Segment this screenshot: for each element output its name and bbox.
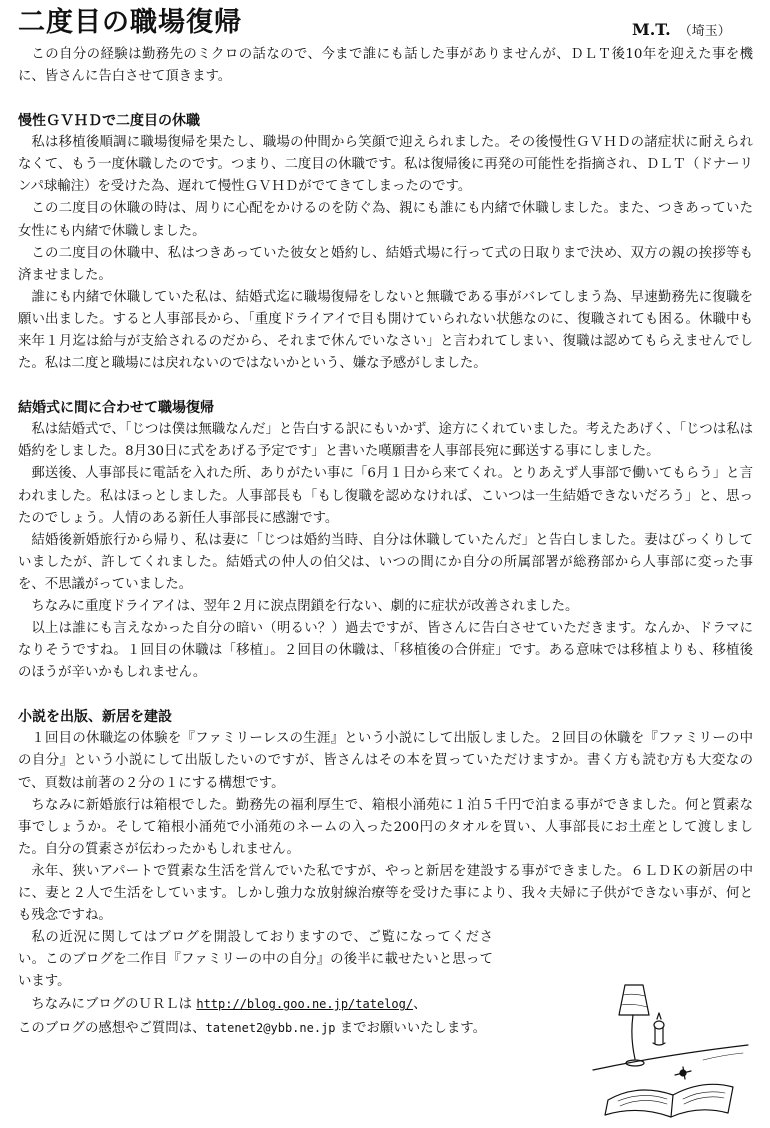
author-initials: M.T. (632, 20, 671, 39)
blog-prefix: ちなみにブログのＵＲＬは (31, 997, 197, 1013)
contact-line (18, 1017, 493, 1040)
section-heading: 小説を出版、新居を建設 (18, 709, 172, 726)
paragraph: 誰にも内緒で休職していた私は、結婚式迄に職場復帰をしないと無職である事がバレてしまう為、早速勤務先に復職を願い出ました。すると人事部長から、「重度ドライアイで目も開けていられない状態なのに、復職されても困る。休職中も来年１月迄は給与が支給されるのだから、それまで休んでいなさい」と言われてしまい、復職は認めてもらえませんでした。私は二度と職場には戻れないのではないかという、嫌な予感がしました。 (18, 289, 753, 372)
paragraph: 結婚後新婚旅行から帰り、私は妻に「じつは婚約当時、自分は休職していたんだ」と告白しました。妻はびっくりしていましたが、許してくれました。結婚式の仲人の伯父は、いつの間にか自分の所属部署が総務部から人事部に変った事を、不思議がっていました。 (18, 532, 753, 592)
section-wedding-return (18, 397, 753, 684)
contact-email: tatenet2@ybb.ne.jp (205, 1020, 336, 1035)
paragraph: この二度目の休職の時は、周りに心配をかけるのを防ぐ為、親にも誰にも内緒で休職しました。また、つきあっていた女性にも内緒で休職しました。 (18, 201, 753, 239)
author-byline (632, 20, 731, 39)
section-gvhd-leave (18, 110, 753, 375)
article-body (18, 44, 753, 1040)
author-prefecture: （埼玉） (678, 24, 731, 39)
paragraph: 郵送後、人事部長に電話を入れた所、ありがたい事に「6月１日から来てくれ。とりあえず人事部で働いてもらう」と言われました。私はほっとしました。人事部長も「もし復職を認めなければ、こいつは一生結婚できないだろう」と、思ったのでしょう。人情のある新任人事部長に感謝です。 (18, 466, 753, 526)
paragraph: 永年、狭いアパートで質素な生活を営んでいた私ですが、やっと新居を建設する事ができました。６ＬＤＫの新居の中に、妻と２人で生活をしています。しかし強力な放射線治療等を受けた事により、我々夫婦に子供ができない事が、何とも残念ですね。 (18, 863, 753, 924)
paragraph: 私の近況に関してはブログを開設しておりますので、ご覧になってください。このブログを二作目『ファミリーの中の自分』の後半に載せたいと思っています。 (18, 930, 493, 990)
lamp-and-book-illustration (583, 975, 753, 1120)
section-heading: 慢性ＧＶＨＤで二度目の休職 (18, 113, 200, 130)
blog-after-url: 、 (413, 997, 427, 1013)
contact-suffix: までお願いいたします。 (335, 1020, 486, 1036)
blog-line (18, 993, 493, 1016)
article-title: 二度目の職場復帰 (18, 7, 242, 38)
paragraph: 以上は誰にも言えなかった自分の暗い（明るい？）過去ですが、皆さんに告白させていただきます。なんか、ドラマになりそうですね。１回目の休職は「移植」。２回目の休職は、「移植後の合併症」です。ある意味では移植よりも、移植後のほうが辛いかもしれません。 (18, 621, 753, 681)
paragraph: 私は結婚式で、「じつは僕は無職なんだ」と告白する訳にもいかず、途方にくれていました。考えたあげく、「じつは私は婚約をしました。8月30日に式をあげる予定です」と書いた嘆願書を人事部長宛に郵送する事にしました。 (18, 422, 753, 460)
paragraph: １回目の休職迄の体験を『ファミリーレスの生涯』という小説にして出版しました。２回目の休職を『ファミリーの中の自分』という小説にして出版したいのですが、皆さんはその本を買っていただけますか。書く方も読む方も大変なので、頁数は前著の２分の１にする構想です。 (18, 731, 753, 791)
contact-prefix: このブログの感想やご質問は、 (18, 1020, 206, 1036)
paragraph: ちなみに新婚旅行は箱根でした。勤務先の福利厚生で、箱根小涌苑に１泊５千円で泊まる事ができました。何と質素な事でしょうか。そして箱根小涌苑で小涌苑のネームの入った200円のタオルを買い、人事部長にお土産として渡しました。自分の質素さが伝わったかもしれません。 (18, 797, 753, 857)
blog-url-link[interactable]: http://blog.goo.ne.jp/tatelog/ (196, 997, 414, 1012)
paragraph: この二度目の休職中、私はつきあっていた彼女と婚約し、結婚式場に行って式の日取りまで決め、双方の親の挨拶等も済ませました。 (18, 245, 753, 283)
paragraph: ちなみに重度ドライアイは、翌年２月に涙点閉鎖を行ない、劇的に症状が改善されました。 (31, 598, 579, 614)
paragraph: 私は移植後順調に職場復帰を果たし、職場の仲間から笑顔で迎えられました。その後慢性ＧＶＨＤの諸症状に耐えられなくて、もう一度休職したのです。つまり、二度目の休職です。私は復帰後に再発の可能性を指摘され、ＤＬＴ（ドナーリンパ球輸注）を受けた為、遅れて慢性ＧＶＨＤがでてきてしまったのです。 (18, 135, 753, 195)
intro-paragraph: この自分の経験は勤務先のミクロの話なので、今まで誰にも話した事がありませんが、ＤＬＴ後10年を迎えた事を機に、皆さんに告白させて頂きます。 (18, 47, 753, 85)
section-heading: 結婚式に間に合わせて職場復帰 (18, 400, 214, 417)
